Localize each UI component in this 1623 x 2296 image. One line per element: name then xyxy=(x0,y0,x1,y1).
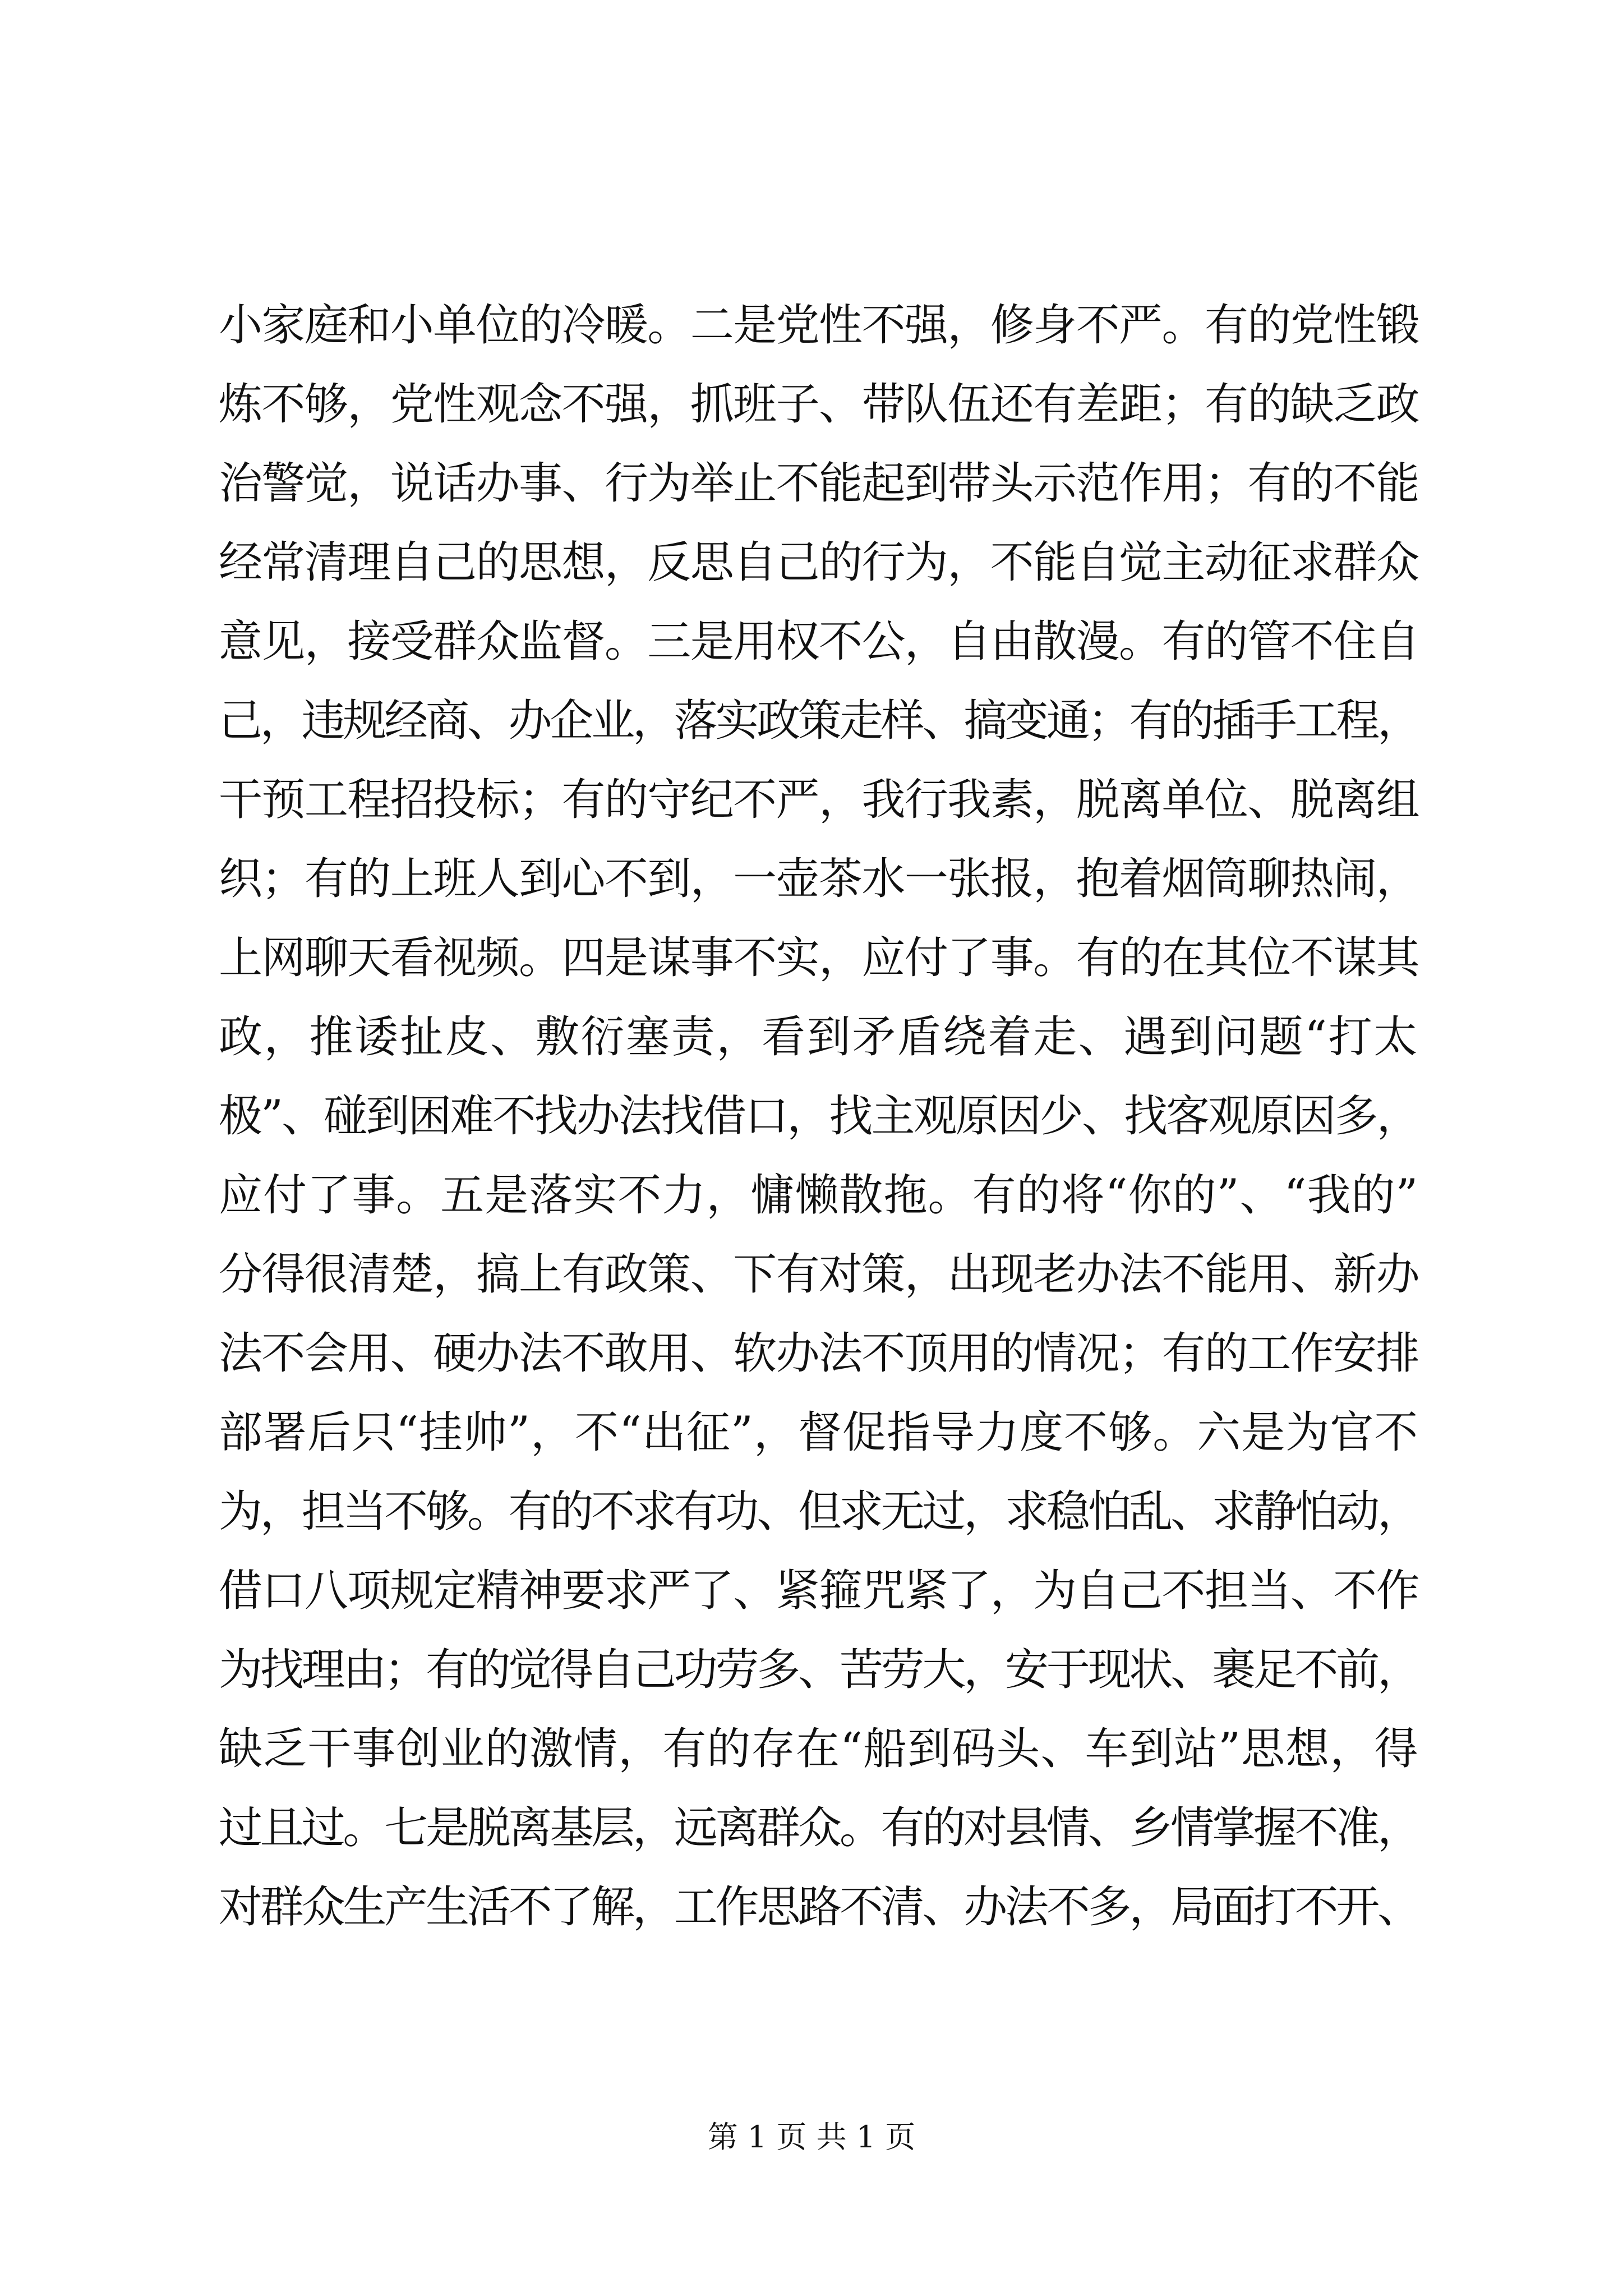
text-line: 干预工程招投标；有的守纪不严，我行我素，脱离单位、脱离组 xyxy=(219,775,1419,825)
text-line: 法不会用、硬办法不敢用、软办法不顶用的情况；有的工作安排 xyxy=(219,1328,1419,1379)
text-line: 对群众生产生活不了解，工作思路不清、办法不多，局面打不开、 xyxy=(219,1882,1419,1932)
text-line: 缺乏干事创业的激情，有的存在“船到码头、车到站”思想，得 xyxy=(219,1724,1419,1774)
text-line: 为，担当不够。有的不求有功、但求无过，求稳怕乱、求静怕动， xyxy=(219,1487,1419,1537)
text-line: 己，违规经商、办企业，落实政策走样、搞变通；有的插手工程， xyxy=(219,696,1419,746)
text-line: 小家庭和小单位的冷暖。二是党性不强，修身不严。有的党性锻 xyxy=(219,300,1419,351)
text-line: 意见，接受群众监督。三是用权不公，自由散漫。有的管不住自 xyxy=(219,616,1419,667)
text-line: 极”、碰到困难不找办法找借口，找主观原因少、找客观原因多， xyxy=(219,1091,1419,1142)
text-line: 上网聊天看视频。四是谋事不实，应付了事。有的在其位不谋其 xyxy=(219,933,1419,983)
text-line: 分得很清楚，搞上有政策、下有对策，出现老办法不能用、新办 xyxy=(219,1249,1419,1300)
text-line: 为找理由；有的觉得自己功劳多、苦劳大，安于现状、裹足不前， xyxy=(219,1645,1419,1695)
text-line: 织；有的上班人到心不到，一壶茶水一张报，抱着烟筒聊热闹， xyxy=(219,854,1419,904)
text-line: 治警觉，说话办事、行为举止不能起到带头示范作用；有的不能 xyxy=(219,458,1419,509)
text-line: 经常清理自己的思想，反思自己的行为，不能自觉主动征求群众 xyxy=(219,537,1419,588)
text-line: 应付了事。五是落实不力，慵懒散拖。有的将“你的”、“我的” xyxy=(219,1170,1419,1221)
text-line: 过且过。七是脱离基层，远离群众。有的对县情、乡情掌握不准， xyxy=(219,1803,1419,1853)
text-line: 政，推诿扯皮、敷衍塞责，看到矛盾绕着走、遇到问题“打太 xyxy=(219,1012,1419,1062)
text-line: 部署后只“挂帅”，不“出征”，督促指导力度不够。六是为官不 xyxy=(219,1407,1419,1458)
page-footer: 第 1 页 共 1 页 xyxy=(707,2119,916,2155)
text-line: 炼不够，党性观念不强，抓班子、带队伍还有差距；有的缺乏政 xyxy=(219,379,1419,430)
text-line: 借口八项规定精神要求严了、紧箍咒紧了，为自己不担当、不作 xyxy=(219,1566,1419,1616)
